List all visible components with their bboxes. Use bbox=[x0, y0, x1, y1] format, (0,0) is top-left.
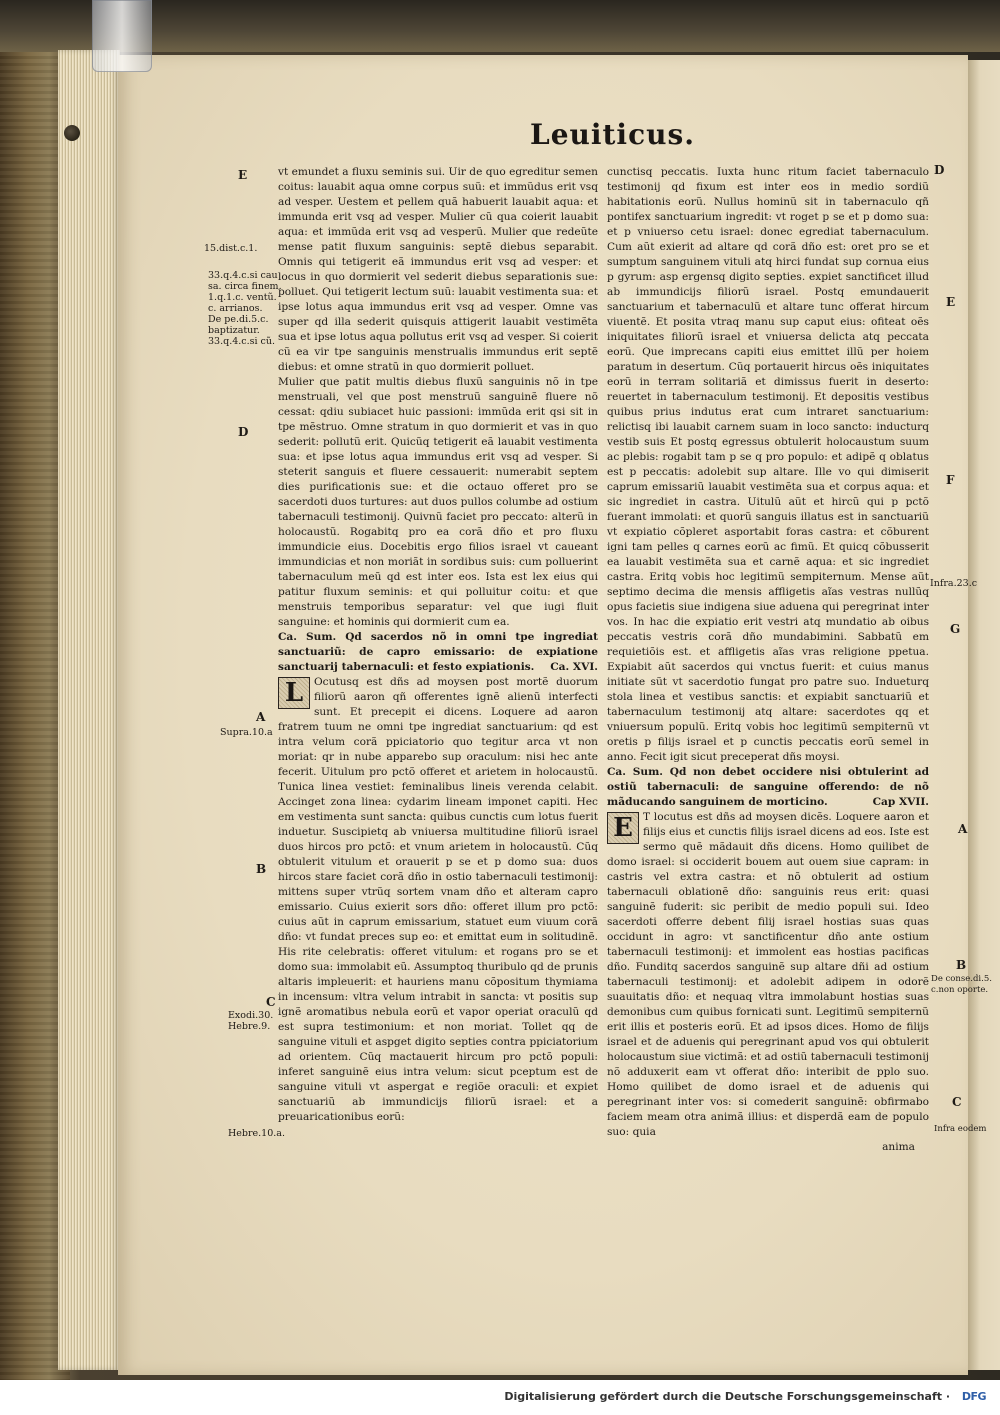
margin-letter-c: C bbox=[266, 995, 276, 1009]
chapter-text: Ocutusq est dñs ad moysen post mortẽ duorum filiorũ aaron qñ offerentes ignẽ alienũ interfecti sunt. Et precepit ei dicens. Loquere ad aaron fratrem tuum ne omni tpe ingrediat sanctuarium: qd est intra velum corã ppiciatorio quo tegitur arca vt non moriat: qr in nube apparebo sup oraculum: nisi hec ante fecerit. Uitulum pro pctõ offeret et arietem in holocaustũ. Tunica linea vestiet: feminalibus lineis verenda celabit. Accinget zona linea: cydarim lineam imponet capiti. Hec em vestimenta sunt sancta: quibus cunctis cum lotus fuerit induetur. Suscipietq ab vniuersa multitudine filiorũ israel duos hircos pro pctõ: et vnum arietem in holocaustũ. Cũq obtulerit vitulum et orauerit p se et p domo sua: duos hircos stare faciet corã dño in ostio tabernaculi testimonij: mittens super vtrũq sortem vnam dño et alteram capro emissario. Cuius exierit sors dño: offeret illum pro pctõ: cuius aũt in caprum emissarium, statuet eum viuum corã dño: vt fundat preces sup eo: et emittat eum in solitudinẽ. His rite celebratis: offeret vitulum: et rogans pro se et domo sua: immolabit eũ. Assumptoq thuribulo qd de prunis altaris impleuerit: et hauriens manu cõpositum thymiama in incensum: vltra velum intrabit in sancta: vt positis sup ignẽ aromatibus nebula eorũ et vapor operiat oraculũ qd est supra testimonium: et non moriat. Tollet qq de sanguine vituli et aspget digito septies contra ppiciatorium ad orientem. Cũq mactauerit hircum pro pctõ populi: inferet sanguinẽ eius intra velum: sicut pceptum est de sanguine vituli vt aspergat e regiõe oraculi: et expiet sanctuariũ ab immundicijs filiorũ israel: et a preuaricationibus eorũ: bbox=[278, 676, 598, 1123]
margin-note: Hebre.10.a. bbox=[228, 1128, 285, 1139]
margin-letter-b: B bbox=[956, 958, 967, 972]
margin-letter-d: D bbox=[934, 163, 945, 177]
margin-note: De conse.di.5. c.non oporte. bbox=[931, 974, 992, 995]
glass-clip bbox=[92, 0, 152, 72]
catchword: anima bbox=[882, 1141, 915, 1153]
drop-cap: E bbox=[607, 812, 639, 844]
binding-stud bbox=[64, 125, 80, 141]
chapter-body bbox=[607, 810, 929, 1140]
margin-note: Supra.10.a bbox=[220, 727, 273, 738]
funding-notice: Digitalisierung gefördert durch die Deutsche Forschungsgemeinschaft · bbox=[504, 1390, 950, 1403]
margin-note: Infra eodem bbox=[934, 1124, 987, 1134]
margin-letter-e: E bbox=[946, 295, 956, 309]
chapter-text: T locutus est dñs ad moysen dicẽs. Loquere aaron et filijs eius et cunctis filijs israel dicens ad eos. Iste est sermo quẽ mãdauit dñs dicens. Homo quilibet de domo israel: si occiderit bouem aut ouem siue capram: in castris vel extra castra: et nõ obtulerit ad ostium tabernaculi oblationẽ dño: sanguinis reus erit: quasi sanguinẽ fuderit: sic peribit de medio populi sui. Ideo sacerdoti offerre debent filij israel hostias suas quas occidunt in agro: vt sanctificentur dño ante ostium tabernaculi testimonij: et immolent eas hostias pacificas dño. Funditq sacerdos sanguinẽ sup altare dñi ad ostium tabernaculi testimonij: et adolebit adipem in odorẽ suauitatis dño: et nequaq vltra immolabunt hostias suas demonibus cum quibus fornicati sunt. Legitimũ sempiternũ erit illis et posteris eorũ. Et ad ipsos dices. Homo de filijs israel et de aduenis qui peregrinant apud vos qui obtulerit holocaustum siue victimã: et ad ostiũ tabernaculi testimonij nõ adduxerit eam vt offerat dño: interibit de pplo suo. Homo quilibet de domo israel et de aduenis qui peregrinant inter vos: si comederit sanguinẽ: obfirmabo faciem meam otra animã illius: et disperdã eam de populo suo: quia bbox=[607, 811, 929, 1138]
margin-letter-g: G bbox=[950, 622, 961, 636]
chapter-summary bbox=[607, 765, 929, 810]
margin-letter-d: D bbox=[238, 425, 249, 439]
body-paragraph: cunctisq peccatis. Iuxta hunc ritum faciet tabernaculo testimonij qd fixum est inter eos in medio sordiũ habitationis eorũ. Nullus hominũ sit in tabernaculo qñ pontifex sanctuarium ingredit: vt roget p se et p domo sua: et p vniuerso cetu israel: donec egrediat tabernaculum. Cum aũt exierit ad altare qd corã dño est: oret pro se et sumptum sanguinem vituli atq hirci fundat sup cornua eius p gyrum: asp ergensq digito septies. expiet sanctificet illud ab immundicijs filiorũ israel. Postq emundauerit sanctuarium et tabernaculũ et altare tunc offerat hircum viuentẽ. Et posita vtraq manu sup caput eius: ofiteat oẽs iniquitates filiorũ israel et vniuersa delicta atq peccata eorũ. Que imprecans capiti eius emittet illũ per hoiem paratum in desertum. Cũq portauerit hircus oẽs iniquitates eorũ in terram solitariã et dimissus fuerit in deserto: reuertet in tabernaculum testimonij. Et depositis vestibus quibus prius indutus erat cum intraret sanctuarium: relictisq ibi lauabit carnem suam in loco sancto: inducturq vestib suis Et postq egressus obtulerit holocaustum suum ac plebis: rogabit tam p se q pro populo: et adipẽ q oblatus est p peccatis: adolebit sup altare. Ille vo qui dimiserit caprum emissariũ lauabit vestimẽta sua et corpus aqua: et sic ingrediet in castra. Uitulũ aũt et hircũ qui p pctõ fuerant immolati: et quorũ sanguis illatus est in sanctuariũ vt expiatio cõpleret asportabit foras castra: et cõburent igni tam pelles q carnes eorũ ac fimũ. Et quicq cõbusserit ea lauabit vestimẽta sua et carnẽ aqua: et sic ingrediet castra. Eritq vobis hoc legitimũ sempiternum. Mense aũt septimo decima die mensis affligetis aĩas vestras nullũq opus facietis siue indigena siue aduena qui peregrinat inter vos. In hac die expiatio erit vestri atq mundatio ab oibus peccatis vestris corã dño mundabimini. Sabbatũ em requietiõis est. et affligetis aĩas vras religione ppetua. Expiabit aũt sacerdos qui vnctus fuerit: et cuius manus initiate sũt vt sacerdotio fungat pro patre suo. Indueturq stola linea et vestibus sanctis: et expiabit sanctuariũ et tabernaculum testimonij atq altare: sacerdotes qq et vniuersum populũ. Eritq vobis hoc legitimũ sempiternũ vt oretis p filijs israel et p cunctis peccatis eorũ semel in anno. Fecit igit sicut preceperat dñs moysi. bbox=[607, 166, 929, 763]
margin-note: 33.q.4.c.si cau sa. circa finem. 1.q.1.c. ventũ. c. arrianos. De pe.di.5.c. baptizatur. 33.q.4.c.si cũ. bbox=[208, 270, 282, 347]
margin-letter-b: B bbox=[256, 862, 267, 876]
footer-bar bbox=[0, 1380, 1000, 1415]
text-column-right bbox=[607, 165, 929, 1155]
margin-note: 15.dist.c.1. bbox=[204, 243, 258, 254]
margin-note: Exodi.30. Hebre.9. bbox=[228, 1010, 274, 1032]
chapter-summary-text: Ca. Sum. Qd sacerdos nõ in omni tpe ingrediat sanctuariũ: de capro emissario: de expiatione sanctuarij tabernaculi: et festo expiationis. bbox=[278, 631, 598, 673]
facing-page-edge bbox=[968, 60, 1000, 1370]
margin-letter-f: F bbox=[946, 473, 955, 487]
margin-note: Infra.23.c bbox=[930, 578, 978, 589]
drop-cap: L bbox=[278, 677, 310, 709]
text-column-left bbox=[278, 165, 598, 1125]
running-head: Leuiticus. bbox=[530, 118, 695, 151]
chapter-label: Ca. XVI. bbox=[550, 661, 598, 673]
dfg-logo: DFG bbox=[961, 1390, 987, 1403]
chapter-summary bbox=[278, 630, 598, 675]
margin-letter-c: C bbox=[952, 1095, 962, 1109]
chapter-summary-text: Ca. Sum. Qd non debet occidere nisi obtulerint ad ostiũ tabernaculi: de sanguine offerendo: de nõ mãducando sanguinem de morticino. bbox=[607, 766, 929, 808]
margin-letter-e: E bbox=[238, 168, 248, 182]
margin-letter-a: A bbox=[958, 822, 968, 836]
page-stack-edge bbox=[58, 50, 120, 1370]
body-paragraph: vt emundet a fluxu seminis sui. Uir de quo egreditur semen coitus: lauabit aqua omne corpus suũ: et immũdus erit vsq ad vesper. Uestem et pellem quã habuerit lauabit aqua: et immunda erit vsq ad vesper. Mulier cũ qua coierit lauabit aqua: et immũda erit vsq ad vesperũ. Mulier que redeũte mense patit fluxum sanguinis: septẽ diebus separabit. Omnis qui tetigerit eã immundus erit vsq ad vesper: et locus in quo dormierit vel sederit diebus separationis sue: polluet. Qui tetigerit lectum suũ: lauabit vestimenta sua: et ipse lotus aqua immundus erit vsq ad vesper. Omne vas super qd illa sederit quisquis attigerit lauabit vestimẽta sua et ipse lotus aqua pollutus erit vsq ad vesper. Si coierit cũ ea vir tpe sanguinis menstrualis immundus erit septẽ diebus: et omne stratũ in quo dormierit polluet. bbox=[278, 166, 598, 373]
body-paragraph: Mulier que patit multis diebus fluxũ sanguinis nõ in tpe menstruali, vel que post menstruũ sanguinẽ fluere nõ cessat: qdiu subiacet huic passioni: immũda erit qsi sit in tpe mẽstruo. Omne stratum in quo dormierit et vas in quo sederit: pollutũ erit. Quicũq tetigerit eã lauabit vestimenta sua: et ipse lotus aqua immundus erit vsq ad vesper. Si steterit sanguis et fluere cessauerit: numerabit septem dies purificationis sue: et die octauo offeret pro se sacerdoti duos turtures: aut duos pullos columbe ad ostium tabernaculi testimonij. Quivnũ faciet pro peccato: alterũ in holocaustũ. Rogabitq pro ea corã dño et pro fluxu immundicie eius. Docebitis ergo filios israel vt caueant immundicias et non moriãt in sordibus suis: cum polluerint tabernaculum meũ qd est inter eos. Ista est lex eius qui patitur fluxum seminis: et qui polluitur coitu: et que menstruis temporibus separatur: vel que iugi fluit sanguine: et hominis qui dormierit cum ea. bbox=[278, 376, 598, 628]
chapter-label: Cap XVII. bbox=[872, 796, 929, 808]
margin-letter-a: A bbox=[256, 710, 266, 724]
chapter-body bbox=[278, 675, 598, 1125]
